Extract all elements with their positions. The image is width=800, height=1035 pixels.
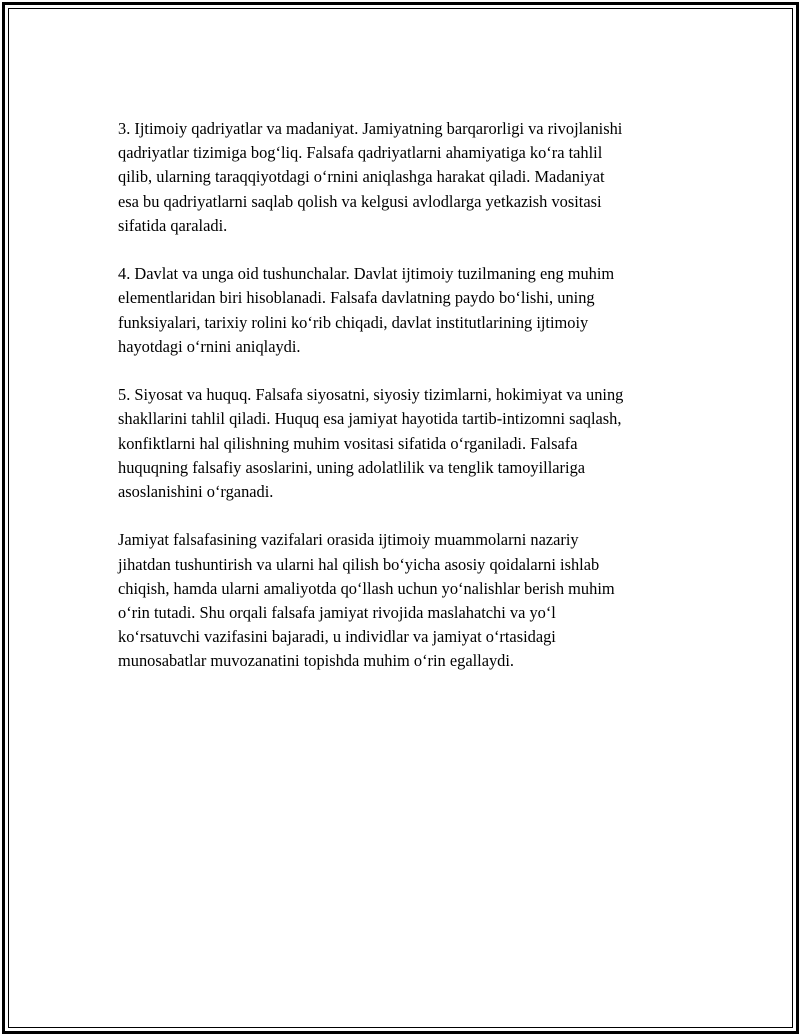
- paragraph-state-concepts: 4. Davlat va unga oid tushunchalar. Davlat ijtimoiy tuzilmaning eng muhim elementlaridan biri hisoblanadi. Falsafa davlatning paydo bo‘lishi, uning funksiyalari, tarixiy rolini ko‘rib chiqadi, davlat institutlarining ijtimoiy hayotdagi o‘rnini aniqlaydi.: [118, 264, 615, 356]
- paragraph-social-philosophy-tasks: Jamiyat falsafasining vazifalari orasida ijtimoiy muammolarni nazariy jihatdan tushuntirish va ularni hal qilish bo‘yicha asosiy qoidalarni ishlab chiqish, hamda ularni amaliyotda qo‘llash uchun yo‘nalishlar berish muhim o‘rin tutadi. Shu orqali falsafa jamiyat rivojida maslahatchi va yo‘l ko‘rsatuvchi vazifasini bajaradi, u individlar va jamiyat o‘rtasidagi munosabatlar muvozanatini topishda muhim o‘rin egallaydi.: [118, 530, 615, 671]
- document-body: [118, 117, 698, 698]
- paragraph-politics-law: 5. Siyosat va huquq. Falsafa siyosatni, siyosiy tizimlarni, hokimiyat va uning shakllarini tahlil qiladi. Huquq esa jamiyat hayotida tartib-intizomni saqlash, konfiktlarni hal qilishning muhim vositasi sifatida o‘rganiladi. Falsafa huquqning falsafiy asoslarini, uning adolatlilik va tenglik tamoyillariga asoslanishini o‘rganadi.: [118, 385, 624, 502]
- paragraph-social-values: 3. Ijtimoiy qadriyatlar va madaniyat. Jamiyatning barqarorligi va rivojlanishi qadriyatlar tizimiga bog‘liq. Falsafa qadriyatlarni ahamiyatiga ko‘ra tahlil qilib, ularning taraqqiyotdagi o‘rnini aniqlashga harakat qiladi. Madaniyat esa bu qadriyatlarni saqlab qolish va kelgusi avlodlarga yetkazish vositasi sifatida qaraladi.: [118, 119, 623, 235]
